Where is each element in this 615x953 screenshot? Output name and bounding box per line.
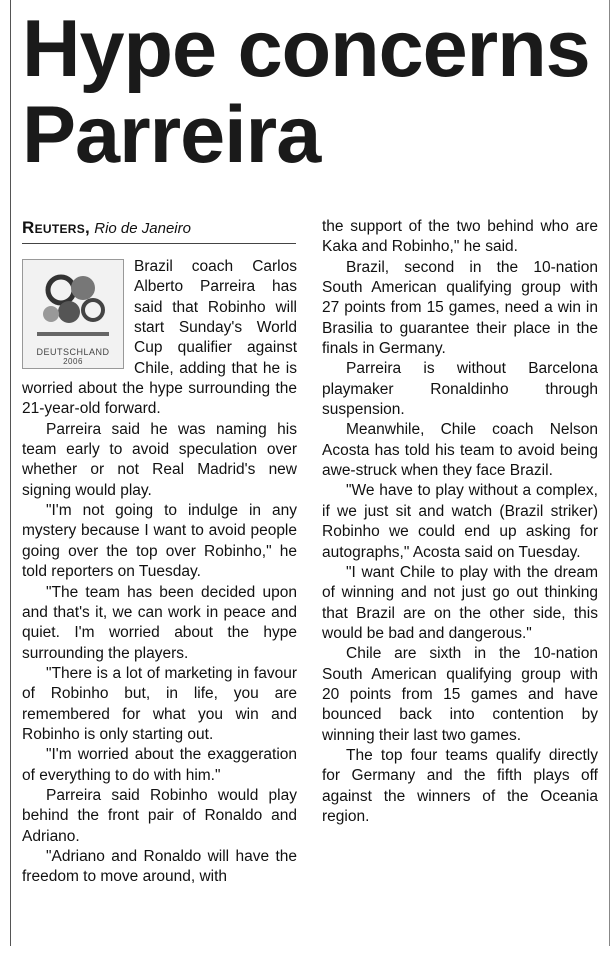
paragraph-r1: the support of the two behind who are Kaka and Robinho," he said. xyxy=(322,218,598,256)
paragraph-r6: "I want Chile to play with the dream of winning and not just go out thinking that Brazil are on the other side, this would be bad and dangerous." xyxy=(322,563,598,642)
paragraph-r2: Brazil, second in the 10-nation South American qualifying group with 27 points from 15 games, need a win in Brasilia to guarantee their place in the finals in Germany. xyxy=(322,258,598,358)
byline-dateline: Rio de Janeiro xyxy=(94,220,191,237)
paragraph-l1: Brazil coach Carlos Alberto Parreira has said that Robinho will start Sunday's World Cup qualifier against Chile, adding that he is worried about the hype surrounding the 21-year-old forward. xyxy=(22,258,297,418)
byline-agency: Reuters, xyxy=(22,218,91,237)
paragraph-l5: "There is a lot of marketing in favour of Robinho but, in life, you are remembered for what you win and Robinho is only starting out. xyxy=(22,664,297,743)
paragraph-l6: "I'm worried about the exaggeration of everything to do with him." xyxy=(22,746,297,784)
article-headline xyxy=(22,6,607,178)
paragraph-l7: Parreira said Robinho would play behind the front pair of Ronaldo and Adriano. xyxy=(22,786,297,845)
world-cup-logo-icon xyxy=(22,259,124,369)
headline-line-1: Hype concerns xyxy=(22,4,590,94)
byline-divider xyxy=(22,243,296,244)
logo-text: DEUTSCHLAND xyxy=(36,347,110,357)
paragraph-l2: Parreira said he was naming his team early to avoid speculation over whether or not Real Madrid's new signing would play. xyxy=(22,420,297,499)
column-rule-right xyxy=(609,0,610,946)
paragraph-l4: "The team has been decided upon and that's it, we can work in peace and quiet. I'm worried about the hype surrounding the players. xyxy=(22,583,297,662)
paragraph-l8: "Adriano and Ronaldo will have the freedom to move around, with xyxy=(22,847,297,886)
paragraph-l3: "I'm not going to indulge in any mystery because I want to avoid people going over the top over Robinho," he told reporters on Tuesday. xyxy=(22,502,297,581)
logo-year: 2006 xyxy=(63,357,83,366)
paragraph-r5: "We have to play without a complex, if we just sit and watch (Brazil striker) Robinho we could end up asking for autographs," Acosta said on Tuesday. xyxy=(322,482,598,561)
column-rule-left xyxy=(10,0,11,946)
article-column-right xyxy=(322,217,598,827)
article-column-left xyxy=(22,257,297,888)
headline-line-2: Parreira xyxy=(22,90,321,180)
paragraph-r8: The top four teams qualify directly for Germany and the fifth plays off against the winners of the Oceania region. xyxy=(322,746,598,825)
byline xyxy=(22,218,191,239)
paragraph-r3: Parreira is without Barcelona playmaker Ronaldinho through suspension. xyxy=(322,360,598,419)
paragraph-r7: Chile are sixth in the 10-nation South American qualifying group with 20 points from 15 games and have bounced back into contention by winning their last two games. xyxy=(322,645,598,744)
paragraph-r4: Meanwhile, Chile coach Nelson Acosta has told his team to avoid being awe-struck when they face Brazil. xyxy=(322,421,598,480)
